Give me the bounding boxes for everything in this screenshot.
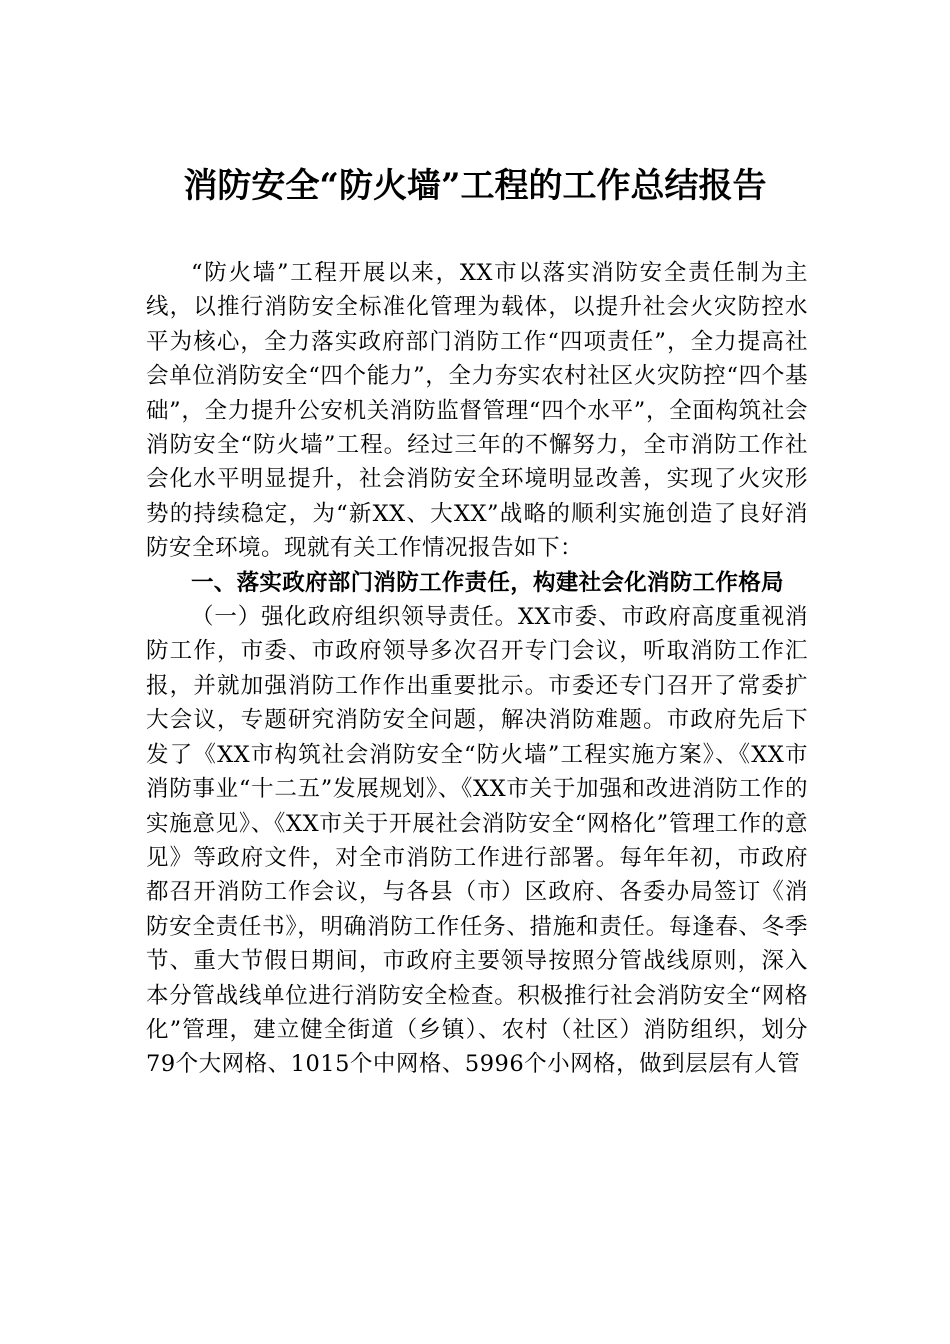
section-heading: 一、落实政府部门消防工作责任，构建社会化消防工作格局: [191, 569, 784, 596]
subsection-paragraph: （一）强化政府组织领导责任。XX市委、市政府高度重视消防工作，市委、市政府领导多次召开专门会议，听取消防工作汇报，并就加强消防工作作出重要批示。市委还专门召开了常委扩大会议，专题研究消防安全问题，解决消防难题。市政府先后下发了《XX市构筑社会消防安全“防火墙”工程实施方案》、《XX市消防事业“十二五”发展规划》、《XX市关于加强和改进消防工作的实施意见》、《XX市关于开展社会消防安全“网格化”管理工作的意见》等政府文件，对全市消防工作进行部署。每年年初，市政府都召开消防工作会议，与各县（市）区政府、各委办局签订《消防安全责任书》，明确消防工作任务、措施和责任。每逢春、冬季节、重大节假日期间，市政府主要领导按照分管战线原则，深入本分管战线单位进行消防安全检查。积极推行社会消防安全“网格化”管理，建立健全街道（乡镇）、农村（社区）消防组织，划分79个大网格、1015个中网格、5996个小网格，做到层层有人管: [146, 604, 808, 1078]
document-title: 消防安全“防火墙”工程的工作总结报告: [183, 166, 767, 206]
document-body: [146, 256, 808, 1082]
intro-paragraph: “防火墙”工程开展以来，XX市以落实消防安全责任制为主线，以推行消防安全标准化管理为载体，以提升社会火灾防控水平为核心，全力落实政府部门消防工作“四项责任”，全力提高社会单位消防安全“四个能力”，全力夯实农村社区火灾防控“四个基础”，全力提升公安机关消防监督管理“四个水平”，全面构筑社会消防安全“防火墙”工程。经过三年的不懈努力，全市消防工作社会化水平明显提升，社会消防安全环境明显改善，实现了火灾形势的持续稳定，为“新XX、大XX”战略的顺利实施创造了良好消防安全环境。现就有关工作情况报告如下：: [146, 260, 808, 562]
